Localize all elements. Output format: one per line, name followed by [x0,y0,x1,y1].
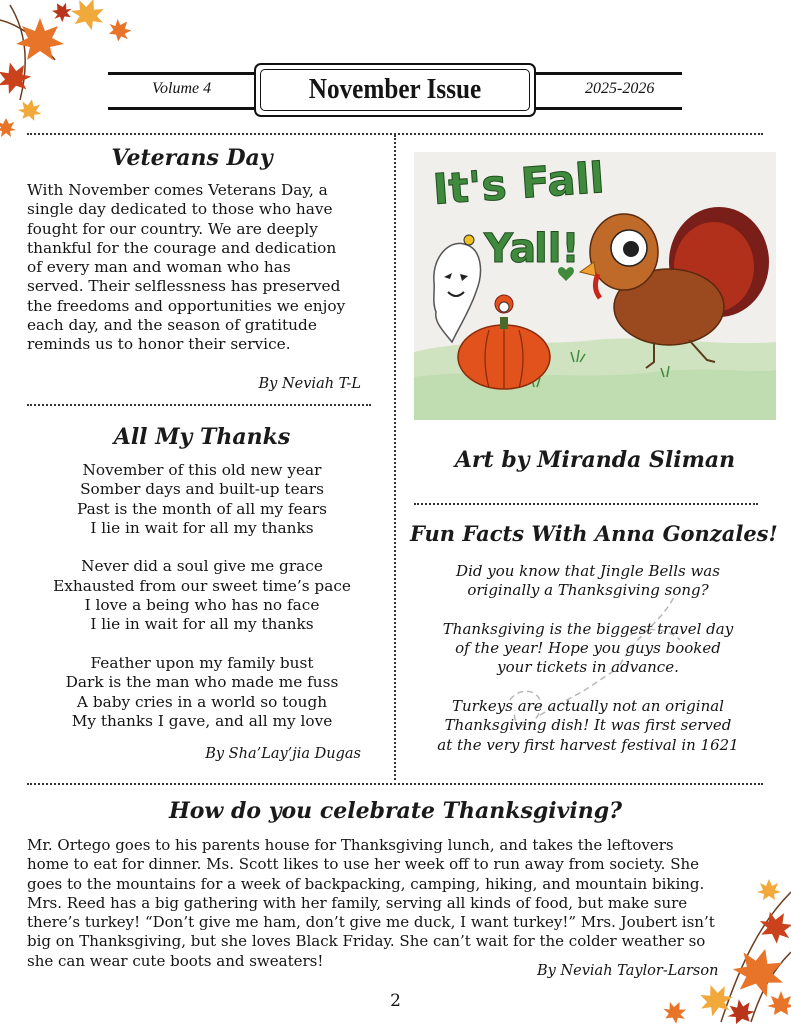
divider-left-middle [27,404,371,406]
celebrate-heading: How do you celebrate Thanksgiving? [168,798,623,824]
article-line: With November comes Veterans Day, a [27,181,328,199]
poem-line: A baby cries in a world so tough [76,692,328,711]
issue-title-box [254,63,536,117]
article-line: Mrs. Reed has a big gathering with her family, serving all kinds of food, but make sure [27,893,688,912]
celebrate-byline: By Neviah Taylor-Larson [537,963,719,979]
poem-line: Never did a soul give me grace [81,557,323,576]
article-line: goes to the mountains for a week of backpacking, camping, hiking, and mountain biking. [27,874,705,893]
article-line: there’s turkey! “Don’t give me ham, don’t give me duck, I want turkey!” Mrs. Joubert isn’t [27,913,715,932]
article-line: served. Their selflessness has preserved [27,277,341,296]
poem-line: I lie in wait for all my thanks [90,615,314,634]
poem-byline: By Sha’Lay’jia Dugas [205,746,361,762]
poem-stanza [27,461,377,538]
article-line: of every man and woman who has [27,258,291,277]
fun-facts-heading: Fun Facts With Anna Gonzales! [410,521,778,546]
art-lettering-line2b: ll! [534,226,580,272]
poem-line: November of this old new year [82,461,322,479]
poem-line: I love a being who has no face [84,596,320,615]
poem-line: Past is the month of all my fears [76,499,328,518]
poem-line: I lie in wait for all my thanks [90,518,314,537]
poem-line: My thanks I gave, and all my love [71,711,333,730]
issue-title: November Issue [308,74,482,105]
autumn-leaves-top-left [0,0,150,140]
header-rule-bottom-left [108,107,254,110]
poem-line: Somber days and built-up tears [80,480,324,499]
poem-line: Dark is the man who made me fuss [65,673,339,692]
school-year-label: 2025-2026 [585,80,655,97]
divider-right-middle [414,503,758,505]
veterans-day-article [27,181,377,355]
fun-fact: Thanksgiving is the biggest travel day of the year! Hope you guys booked your tickets in advance. [442,619,734,677]
celebrate-article [27,836,772,971]
article-line: the freedoms and opportunities we enjoy [27,296,346,315]
header-rule-top-left [108,72,254,75]
header-rule-top-right [536,72,682,75]
poem-body [27,461,377,750]
article-line: Mr. Ortego goes to his parents house for Thanksgiving lunch, and takes the leftovers [27,836,674,854]
veterans-day-byline: By Neviah T-L [258,376,361,392]
poem-heading: All My Thanks [113,424,291,450]
art-caption: Art by Miranda Sliman [454,447,736,473]
veterans-day-heading: Veterans Day [111,145,273,171]
fun-fact: Did you know that Jingle Bells was originally a Thanksgiving song? [456,562,720,600]
article-line: she can wear cute boots and sweaters! [27,951,324,970]
header-rule-bottom-right [536,107,682,110]
art-lettering-line2: Ya [484,226,537,272]
divider-column [394,135,396,780]
poem-line: Exhausted from our sweet time’s pace [53,576,351,595]
volume-label: Volume 4 [152,80,212,97]
poem-stanza [27,557,377,634]
fall-artwork [414,152,776,420]
article-line: each day, and the season of gratitude [27,316,317,335]
article-line: thankful for the courage and dedication [27,238,337,257]
article-line: fought for our country. We are deeply [27,219,318,238]
poem-line: Feather upon my family bust [90,653,314,672]
fun-fact: Turkeys are actually not an original Thanksgiving dish! It was first served at the very first harvest festival in 1621 [437,697,739,754]
art-lettering-line1: It's Fall [431,153,606,214]
page-number: 2 [390,991,401,1011]
divider-bottom [27,783,763,785]
article-line: home to eat for dinner. Ms. Scott likes to use her week off to run away from society. She [27,855,700,874]
article-line: single day dedicated to those who have [27,200,333,219]
article-line: big on Thanksgiving, but she loves Black Friday. She can’t wait for the colder weather so [27,932,706,951]
fun-facts-body [414,562,762,774]
poem-stanza [27,654,377,731]
article-line: reminds us to honor their service. [27,335,291,354]
